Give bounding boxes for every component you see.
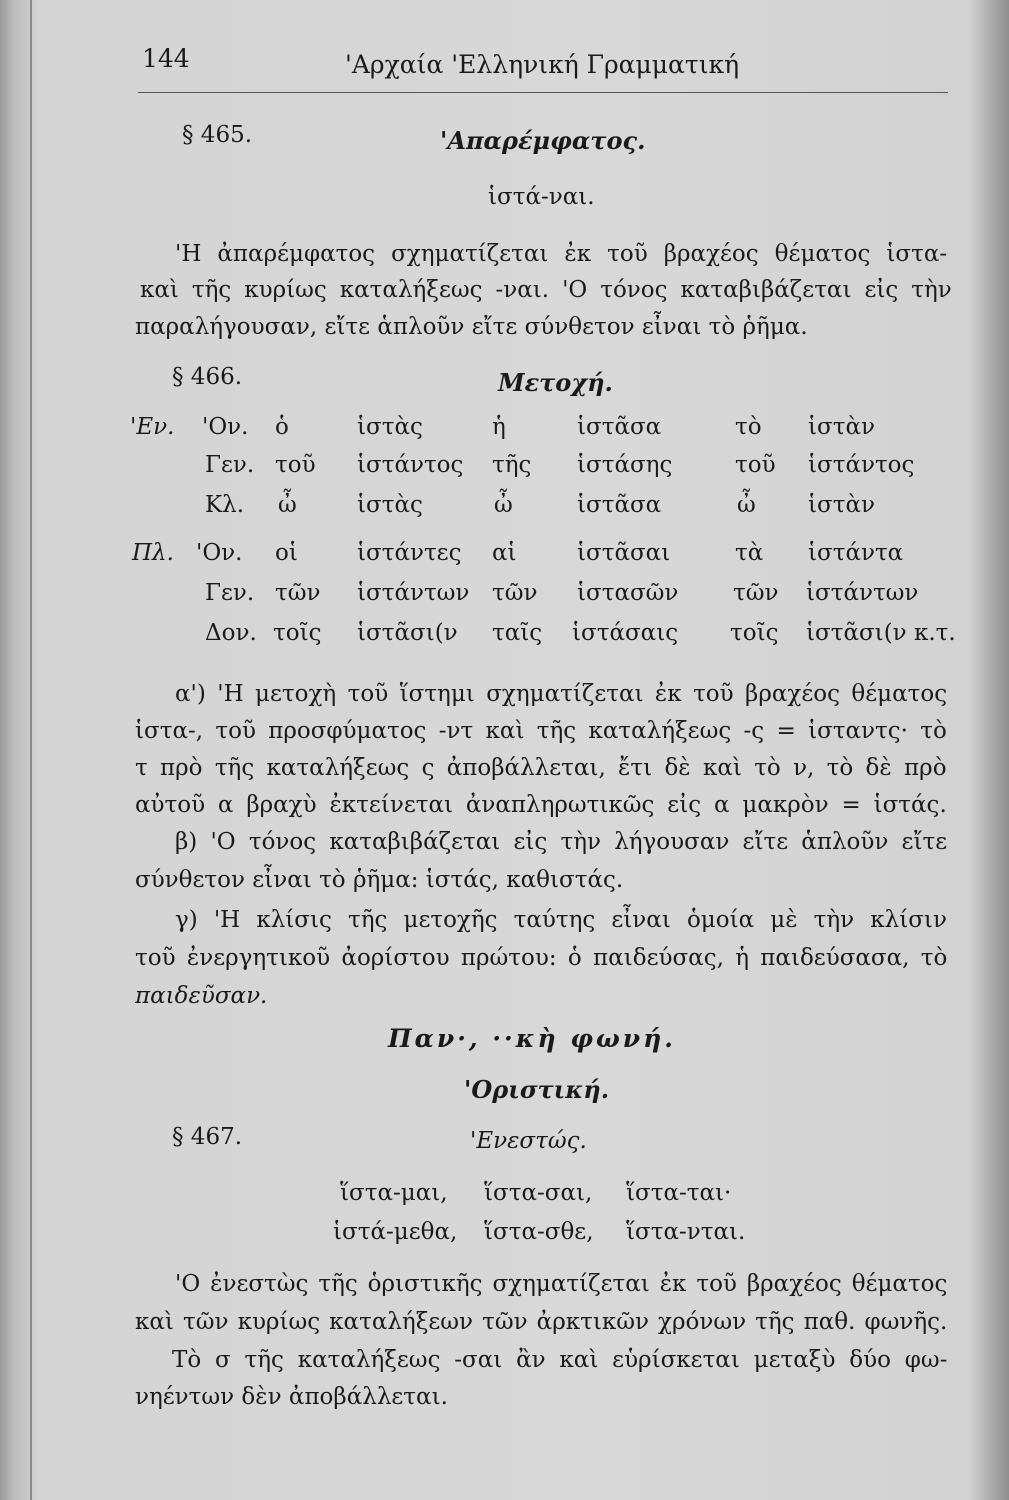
s467-line: Τὸ σ τῆς καταλήξεως -σαι ἂν καὶ εὑρίσκεται μεταξὺ δύο φω- bbox=[172, 1347, 948, 1373]
note-line: τοῦ ἐνεργητικοῦ ἀορίστου πρώτου: ὁ παιδεύσας, ἡ παιδεύσασα, τὸ bbox=[135, 945, 948, 971]
article-f: τῆς bbox=[492, 452, 532, 478]
form-n: ἱστὰν bbox=[808, 414, 875, 440]
case-label: Δον. bbox=[205, 620, 257, 646]
section-467-title: 'Ενεστώς. bbox=[470, 1128, 587, 1154]
note-line: τ πρὸ τῆς καταλήξεως ς ἀποβάλλεται, ἔτι δὲ καὶ τὸ ν, τὸ δὲ πρὸ bbox=[135, 755, 947, 781]
form-m: ἱστάντων bbox=[357, 580, 470, 606]
form-m: ἱστὰς bbox=[357, 414, 423, 440]
article-m: τοῦ bbox=[275, 452, 316, 478]
note-line: ἱστα-, τοῦ προσφύματος -ντ καὶ τῆς καταλήξεως -ς = ἱσταντς· τὸ bbox=[135, 718, 947, 744]
note-line: α') 'Η μετοχὴ τοῦ ἵστημι σχηματίζεται ἐκ τοῦ βραχέος θέματος bbox=[175, 681, 948, 707]
form-m: ἱστάντος bbox=[357, 452, 464, 478]
section-465-number: § 465. bbox=[182, 122, 253, 148]
section-465-form: ἱστά-ναι. bbox=[488, 184, 595, 210]
form-n: ἱστάντος bbox=[808, 452, 915, 478]
running-title: 'Αρχαία 'Ελληνική Γραμματική bbox=[345, 50, 740, 79]
article-n: τὰ bbox=[735, 540, 764, 566]
present-form: ἵστα-νται. bbox=[626, 1219, 746, 1245]
spine-edge bbox=[30, 0, 32, 1500]
s467-line: καὶ τῶν κυρίως καταλήξεων τῶν ἀρκτικῶν χρόνων τῆς παθ. φωνῆς. bbox=[135, 1309, 948, 1335]
form-f: ἱστᾶσαι bbox=[577, 540, 671, 566]
article-m: ὦ bbox=[278, 492, 297, 518]
article-m: ὁ bbox=[275, 414, 289, 440]
present-form: ἱστά-μεθα, bbox=[333, 1219, 458, 1245]
note-line: παιδεῦσαν. bbox=[135, 983, 268, 1009]
note-line: σύνθετον εἶναι τὸ ῥῆμα: ἱστάς, καθιστάς. bbox=[135, 867, 624, 893]
s465-line-2: καὶ τῆς κυρίως καταλήξεως -ναι. 'Ο τόνος καταβιβάζεται εἰς τὴν bbox=[140, 277, 952, 303]
page-number: 144 bbox=[142, 44, 190, 73]
article-n: τὸ bbox=[735, 414, 762, 440]
article-m: οἱ bbox=[275, 540, 298, 566]
present-form: ἵστα-σθε, bbox=[484, 1219, 594, 1245]
section-466-number: § 466. bbox=[172, 364, 243, 390]
form-f: ἱστᾶσα bbox=[577, 492, 662, 518]
s465-line-1: 'Η ἀπαρέμφατος σχηματίζεται ἐκ τοῦ βραχέος θέματος ἱστα- bbox=[175, 241, 948, 267]
form-m: ἱστὰς bbox=[357, 492, 423, 518]
article-n: τοῦ bbox=[735, 452, 776, 478]
s465-line-3: παραλήγουσαν, εἴτε ἁπλοῦν εἴτε σύνθετον εἶναι τὸ ῥῆμα. bbox=[135, 314, 808, 340]
s467-line: 'Ο ἐνεστὼς τῆς ὁριστικῆς σχηματίζεται ἐκ τοῦ βραχέος θέματος bbox=[175, 1271, 948, 1297]
singular-label: 'Εν. bbox=[130, 414, 175, 440]
form-n: ἱστάντα bbox=[808, 540, 904, 566]
article-f: τῶν bbox=[492, 580, 538, 606]
passive-voice-heading: Παν·, ··κὴ φωνή. bbox=[388, 1024, 676, 1053]
form-n: ἱστάντων bbox=[806, 580, 919, 606]
plural-label: Πλ. bbox=[132, 540, 174, 566]
present-form: ἵστα-σαι, bbox=[484, 1180, 593, 1206]
article-f: ταῖς bbox=[492, 620, 543, 646]
article-f: αἱ bbox=[492, 540, 517, 566]
article-f: ἡ bbox=[492, 414, 506, 440]
indicative-heading: 'Οριστική. bbox=[464, 1075, 610, 1104]
article-m: τῶν bbox=[275, 580, 321, 606]
case-label: 'Ον. bbox=[202, 414, 249, 440]
form-n: ἱστὰν bbox=[808, 492, 875, 518]
header-rule bbox=[138, 92, 948, 93]
case-label: Κλ. bbox=[205, 492, 245, 518]
article-m: τοῖς bbox=[273, 620, 322, 646]
form-n: ἱστᾶσι(ν κ.τ. bbox=[806, 620, 956, 646]
note-line: β) 'Ο τόνος καταβιβάζεται εἰς τὴν λήγουσαν εἴτε ἁπλοῦν εἴτε bbox=[175, 829, 948, 855]
present-form: ἵστα-ται· bbox=[626, 1180, 732, 1206]
case-label: Γεν. bbox=[205, 452, 255, 478]
form-m: ἱστάντες bbox=[357, 540, 462, 566]
s467-line: νηέντων δὲν ἀποβάλλεται. bbox=[135, 1384, 448, 1410]
present-form: ἵστα-μαι, bbox=[340, 1180, 448, 1206]
form-f: ἱστασῶν bbox=[577, 580, 679, 606]
form-m: ἱστᾶσι(ν bbox=[357, 620, 458, 646]
case-label: Γεν. bbox=[205, 580, 255, 606]
article-n: τοῖς bbox=[730, 620, 779, 646]
section-466-title: Μετοχή. bbox=[498, 368, 613, 397]
section-467-number: § 467. bbox=[172, 1124, 243, 1150]
section-465-title: 'Απαρέμφατος. bbox=[440, 126, 646, 155]
article-n: τῶν bbox=[733, 580, 779, 606]
case-label: 'Ον. bbox=[196, 540, 243, 566]
form-f: ἱστάσαις bbox=[572, 620, 679, 646]
form-f: ἱστᾶσα bbox=[577, 414, 662, 440]
article-f: ὦ bbox=[494, 492, 513, 518]
form-f: ἱστάσης bbox=[577, 452, 673, 478]
note-line: γ) 'Η κλίσις τῆς μετοχῆς ταύτης εἶναι ὁμοία μὲ τὴν κλίσιν bbox=[175, 907, 947, 933]
note-line: αὐτοῦ α βραχὺ ἐκτείνεται ἀναπληρωτικῶς εἰς α μακρὸν = ἱστάς. bbox=[135, 792, 947, 818]
article-n: ὦ bbox=[737, 492, 756, 518]
